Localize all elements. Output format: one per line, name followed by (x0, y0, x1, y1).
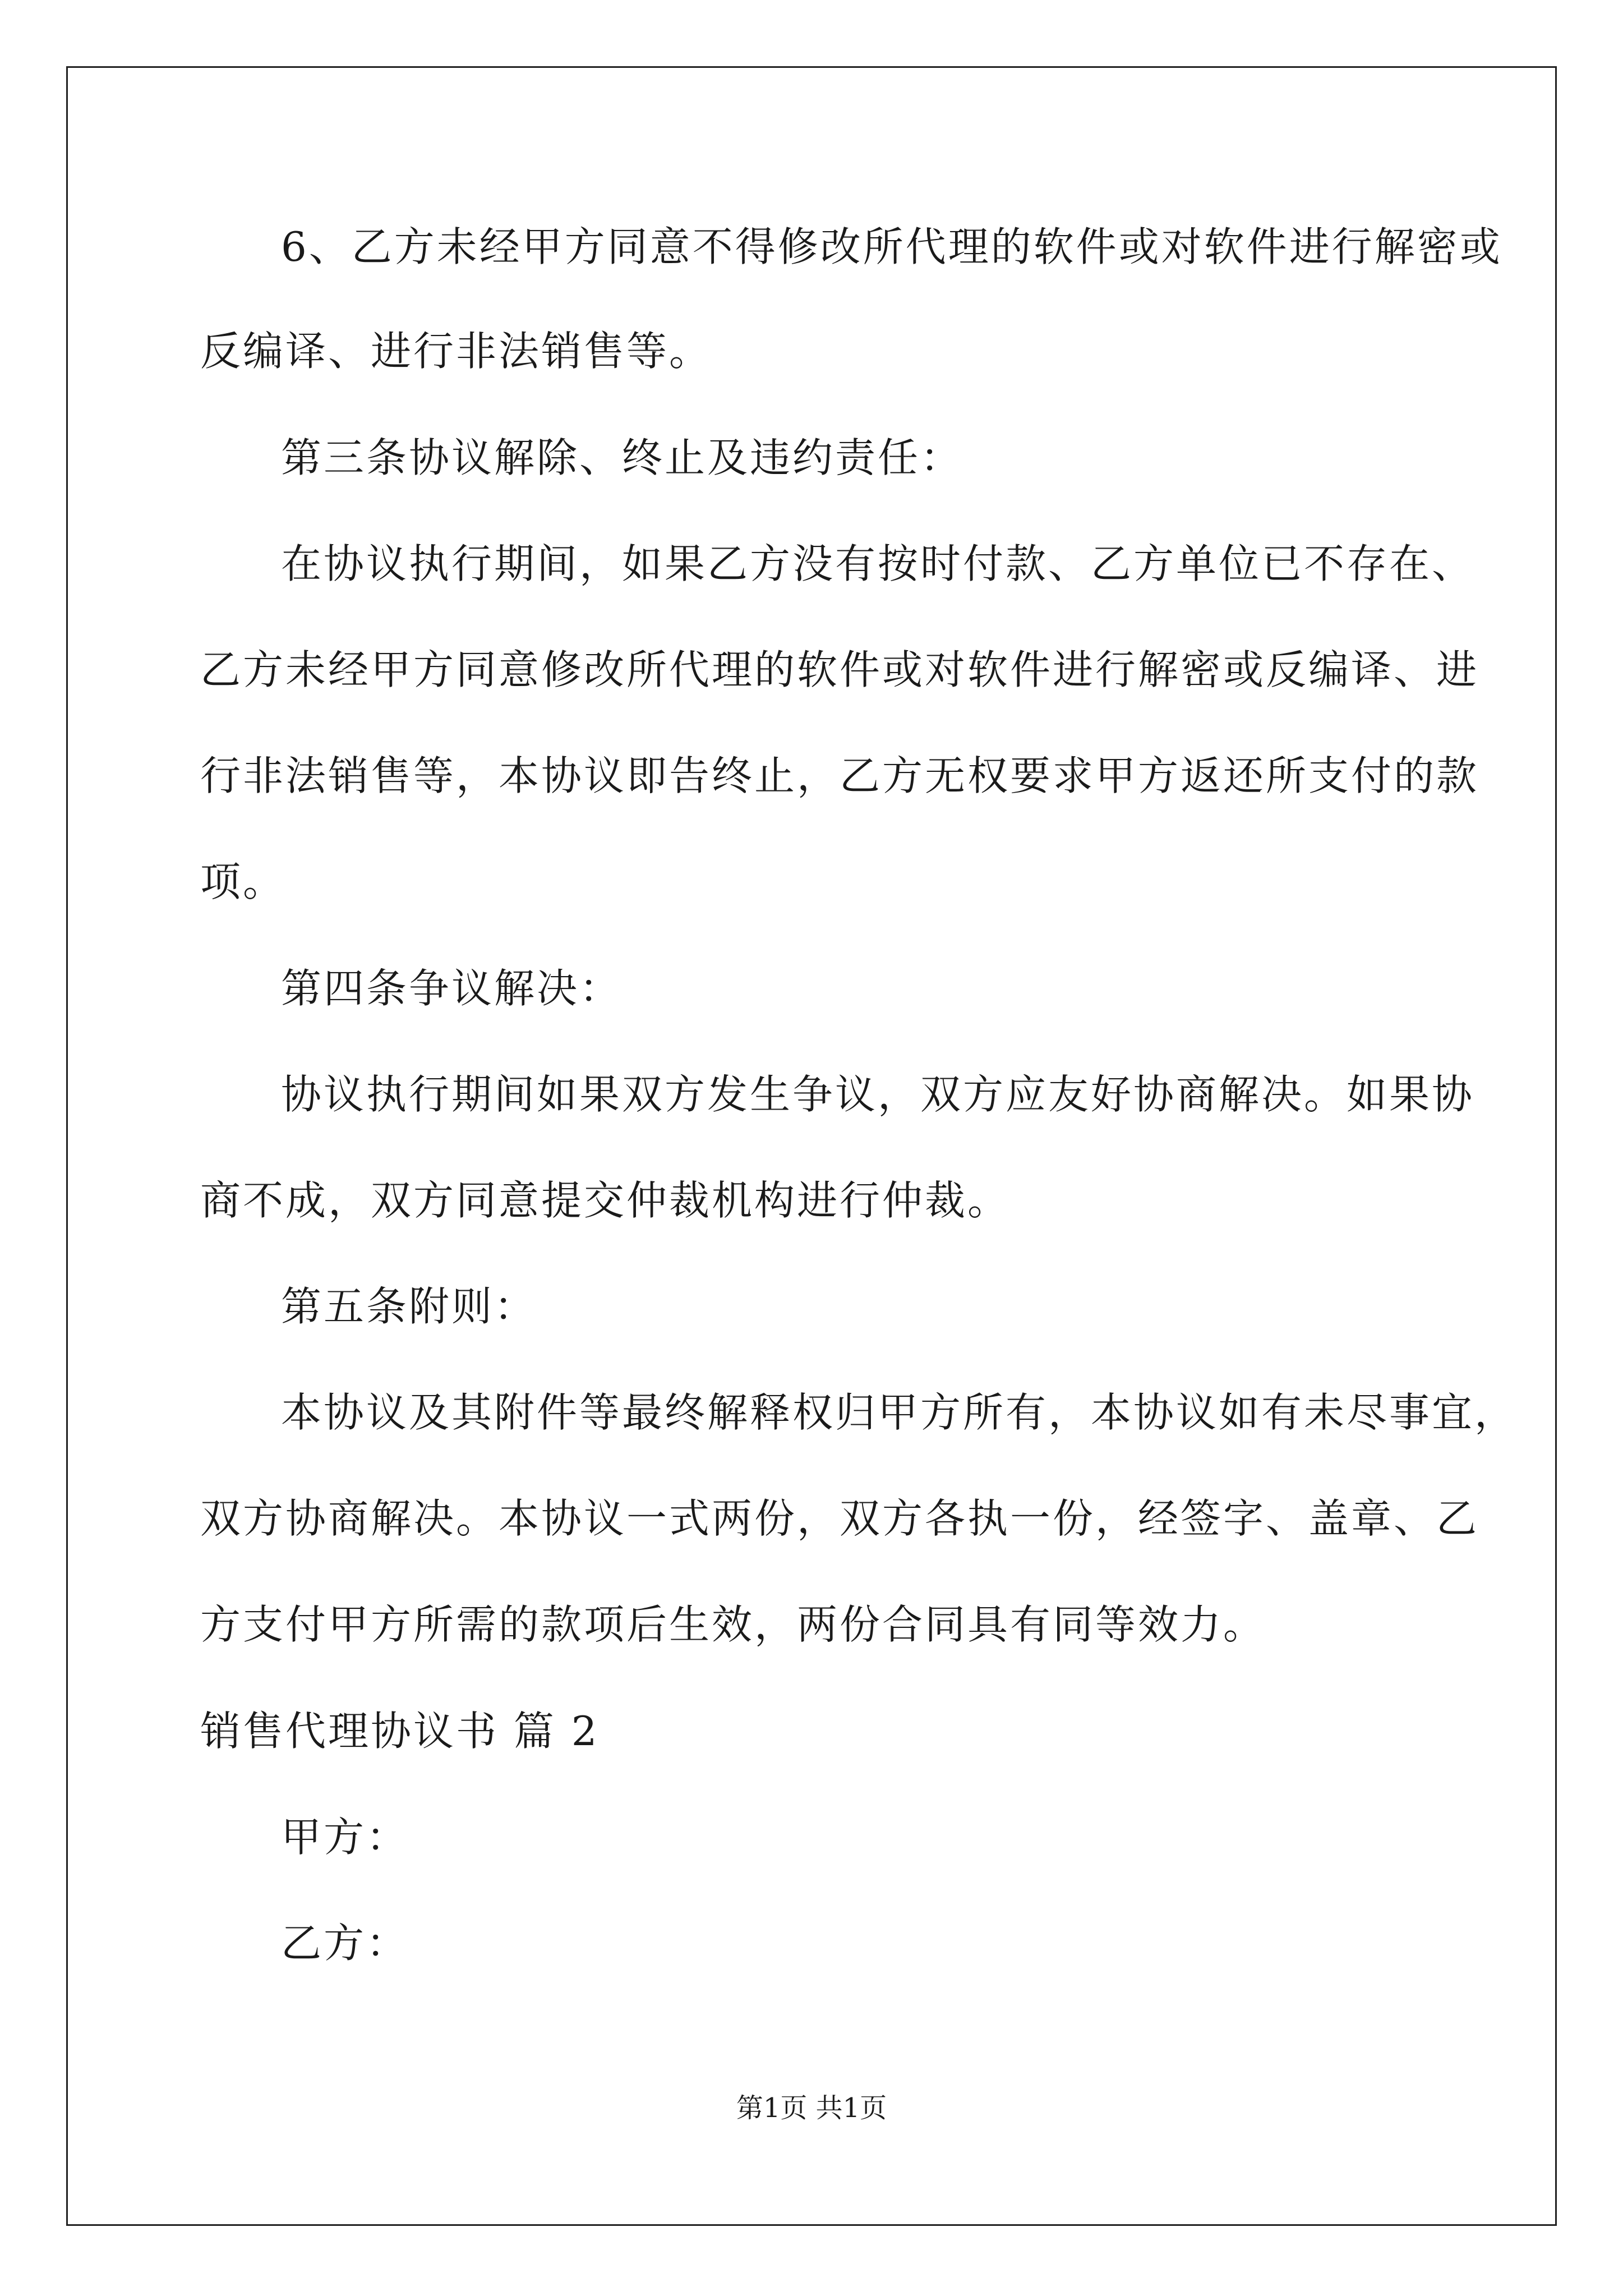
page-footer: 第1页 共1页 (736, 2092, 887, 2124)
paragraph-line: 商不成，双方同意提交仲裁机构进行仲裁。 (200, 1177, 1011, 1224)
paragraph-line: 行非法销售等，本协议即告终止，乙方无权要求甲方返还所支付的款 (200, 752, 1479, 799)
party-a-label: 甲方： (281, 1814, 409, 1861)
paragraph-line: 项。 (200, 858, 286, 905)
section-heading: 第四条争议解决： (281, 965, 623, 1012)
paragraph-line: 本协议及其附件等最终解释权归甲方所有，本协议如有未尽事宜， (281, 1389, 1518, 1436)
paragraph-line: 方支付甲方所需的款项后生效，两份合同具有同等效力。 (200, 1601, 1266, 1648)
page-border (66, 66, 1557, 2226)
paragraph-line: 6、乙方未经甲方同意不得修改所代理的软件或对软件进行解密或 (281, 223, 1502, 270)
paragraph-line: 乙方未经甲方同意修改所代理的软件或对软件进行解密或反编译、进 (200, 646, 1479, 693)
party-b-label: 乙方： (281, 1920, 409, 1967)
paragraph-line: 协议执行期间如果双方发生争议，双方应友好协商解决。如果协 (281, 1071, 1475, 1118)
paragraph-line: 双方协商解决。本协议一式两份，双方各执一份，经签字、盖章、乙 (200, 1495, 1479, 1542)
section-heading: 第五条附则： (281, 1283, 537, 1330)
paragraph-line: 反编译、进行非法销售等。 (200, 328, 712, 375)
paragraph-line: 在协议执行期间，如果乙方没有按时付款、乙方单位已不存在、 (281, 540, 1475, 587)
section-heading: 第三条协议解除、终止及违约责任： (281, 434, 963, 481)
document-title: 销售代理协议书 篇 2 (200, 1708, 600, 1755)
